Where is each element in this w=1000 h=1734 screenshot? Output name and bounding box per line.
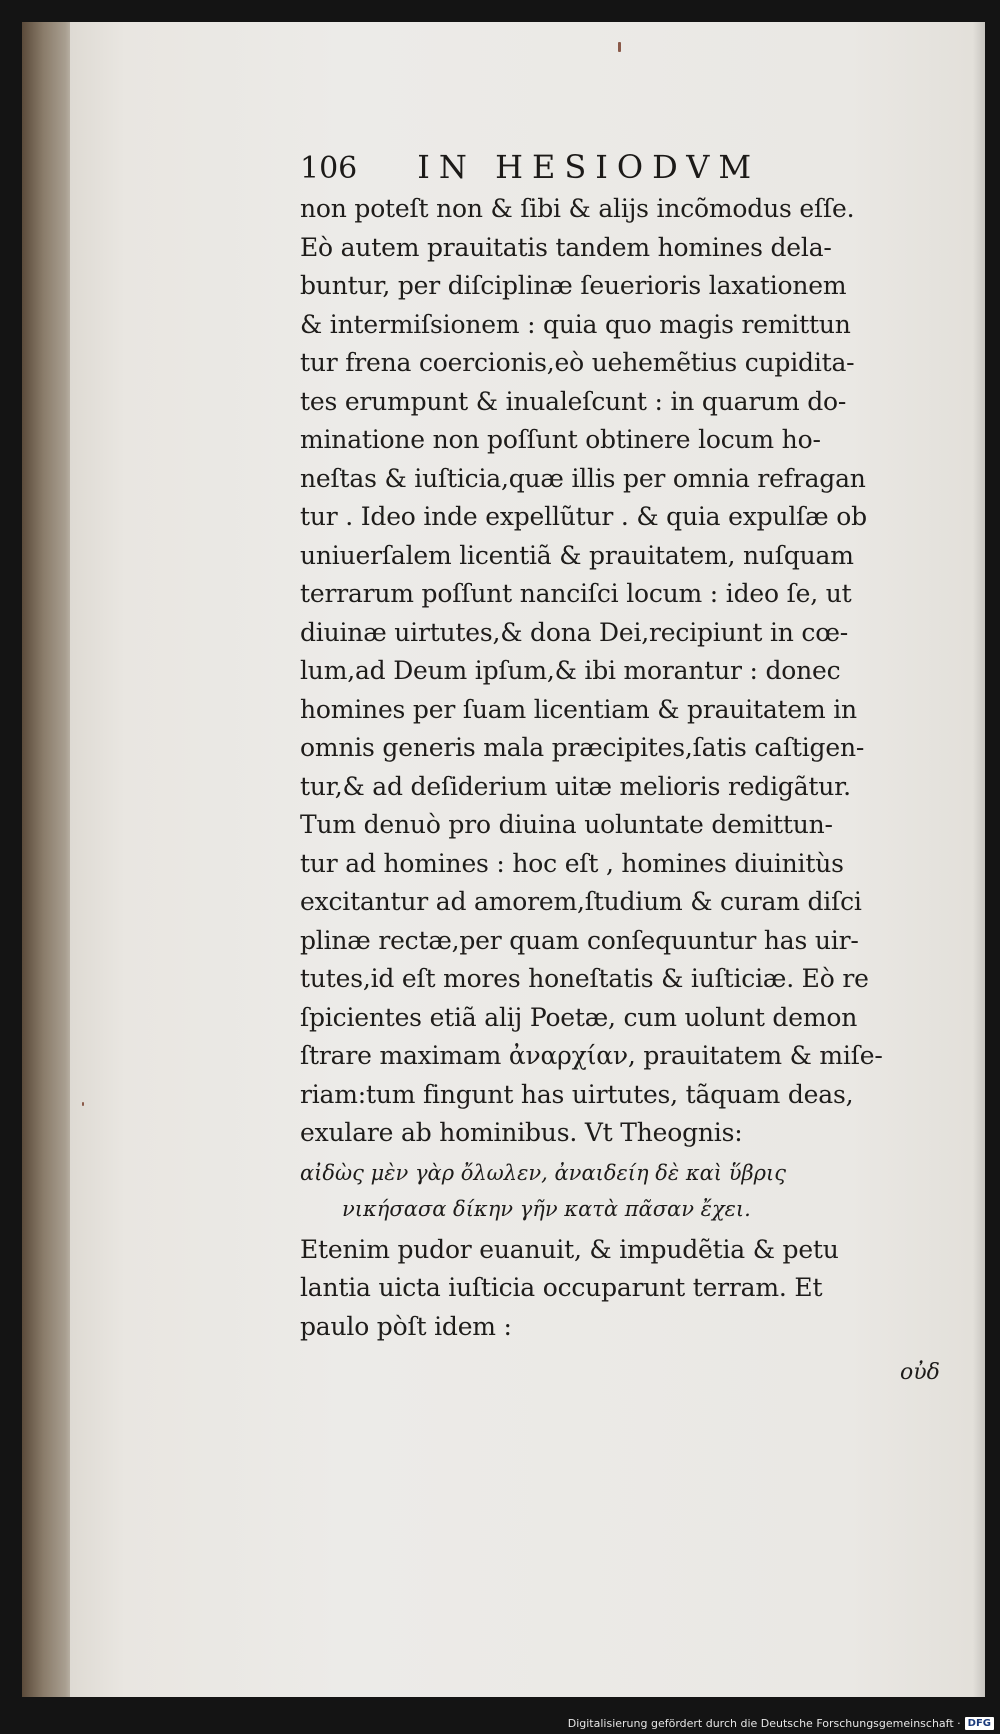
text-line: excitantur ad amorem,ſtudium & curam diſci xyxy=(300,887,862,916)
credit-text: Digitalisierung gefördert durch die Deutsche Forschungsgemeinschaft · xyxy=(567,1717,961,1730)
text-line: Tum denuò pro diuina uoluntate demittun- xyxy=(300,810,833,839)
text-line: tur ad homines : hoc eſt , homines diuinitùs xyxy=(300,848,844,878)
greek-verse-line: νικήσασα δίκην γῆν κατὰ πᾶσαν ἔχει. xyxy=(342,1196,751,1221)
page-header xyxy=(300,148,845,186)
text-line: homines per ſuam licentiam & prauitatem in xyxy=(300,694,857,724)
text-line: & intermiſsionem : quia quo magis remittun xyxy=(300,309,851,339)
text-line: lantia uicta iuſticia occuparunt terram. Et xyxy=(300,1273,823,1302)
text-line: tur,& ad deſiderium uitæ melioris redigãtur. xyxy=(300,771,851,801)
text-line: non poteſt non & ſibi & aliјs incõmodus eſſe. xyxy=(300,194,855,223)
text-line: riam:tum fingunt has uirtutes, tãquam deas, xyxy=(300,1079,854,1109)
text-line: tur . Ideo inde expellũtur . & quia expulſæ ob xyxy=(300,502,867,531)
dfg-logo: DFG xyxy=(965,1717,994,1730)
text-line: buntur, per diſciplinæ ſeuerioris laxationem xyxy=(300,271,847,300)
greek-verse-line: αἰδὼς μὲν γὰρ ὄλωλεν, ἀναιδείη δὲ καὶ ὕβρις xyxy=(300,1160,786,1185)
text-line: diuinæ uirtutes,& dona Dei,recipiunt in cœ- xyxy=(300,617,848,647)
text-line: omnis generis mala præcipites,ſatis caſtigen- xyxy=(300,733,865,762)
digitization-credit xyxy=(568,1717,994,1730)
text-line: neſtas & iuſticia,quæ illis per omnia refragan xyxy=(300,463,866,493)
ink-speck xyxy=(618,42,621,52)
text-line: tur frena coercionis,eò uehemẽtius cupidita- xyxy=(300,348,855,377)
text-line: paulo pòſt idem : xyxy=(300,1311,512,1341)
text-line: plinæ rectæ,per quam conſequuntur has uir- xyxy=(300,925,859,955)
catchword: οὐδ xyxy=(900,1360,940,1385)
page-number: 106 xyxy=(300,151,358,186)
text-line: terrarum poſſunt nanciſci locum : ideo ſe, ut xyxy=(300,579,852,608)
text-line: ſtrare maximam ἀναρχίαν, prauitatem & miſe- xyxy=(300,1041,883,1070)
text-line: Eò autem prauitatis tandem homines dela- xyxy=(300,232,832,262)
text-line: uniuerſalem licentiã & prauitatem, nuſquam xyxy=(300,540,854,570)
text-line: exulare ab hominibus. Vt Theognis: xyxy=(300,1118,743,1147)
running-head: IN HESIODVM xyxy=(417,148,761,186)
book-binding xyxy=(22,22,76,1697)
text-line: tes erumpunt & inualeſcunt : in quarum do- xyxy=(300,386,847,416)
text-line: minatione non poſſunt obtinere locum ho- xyxy=(300,425,821,454)
body-text xyxy=(300,190,960,1346)
text-line: lum,ad Deum ipſum,& ibi morantur : donec xyxy=(300,656,841,685)
greek-verse-quote xyxy=(300,1155,960,1227)
text-line: Etenim pudor euanuit, & impudẽtia & petu xyxy=(300,1234,839,1264)
text-line: tutes,id eſt mores honeſtatis & iuſticiæ. Eò re xyxy=(300,964,869,993)
page-edge-shadow xyxy=(973,22,985,1697)
text-line: ſpicientes etiã aliј Poetæ, cum uolunt demon xyxy=(300,1002,858,1032)
ink-speck xyxy=(82,1102,84,1106)
